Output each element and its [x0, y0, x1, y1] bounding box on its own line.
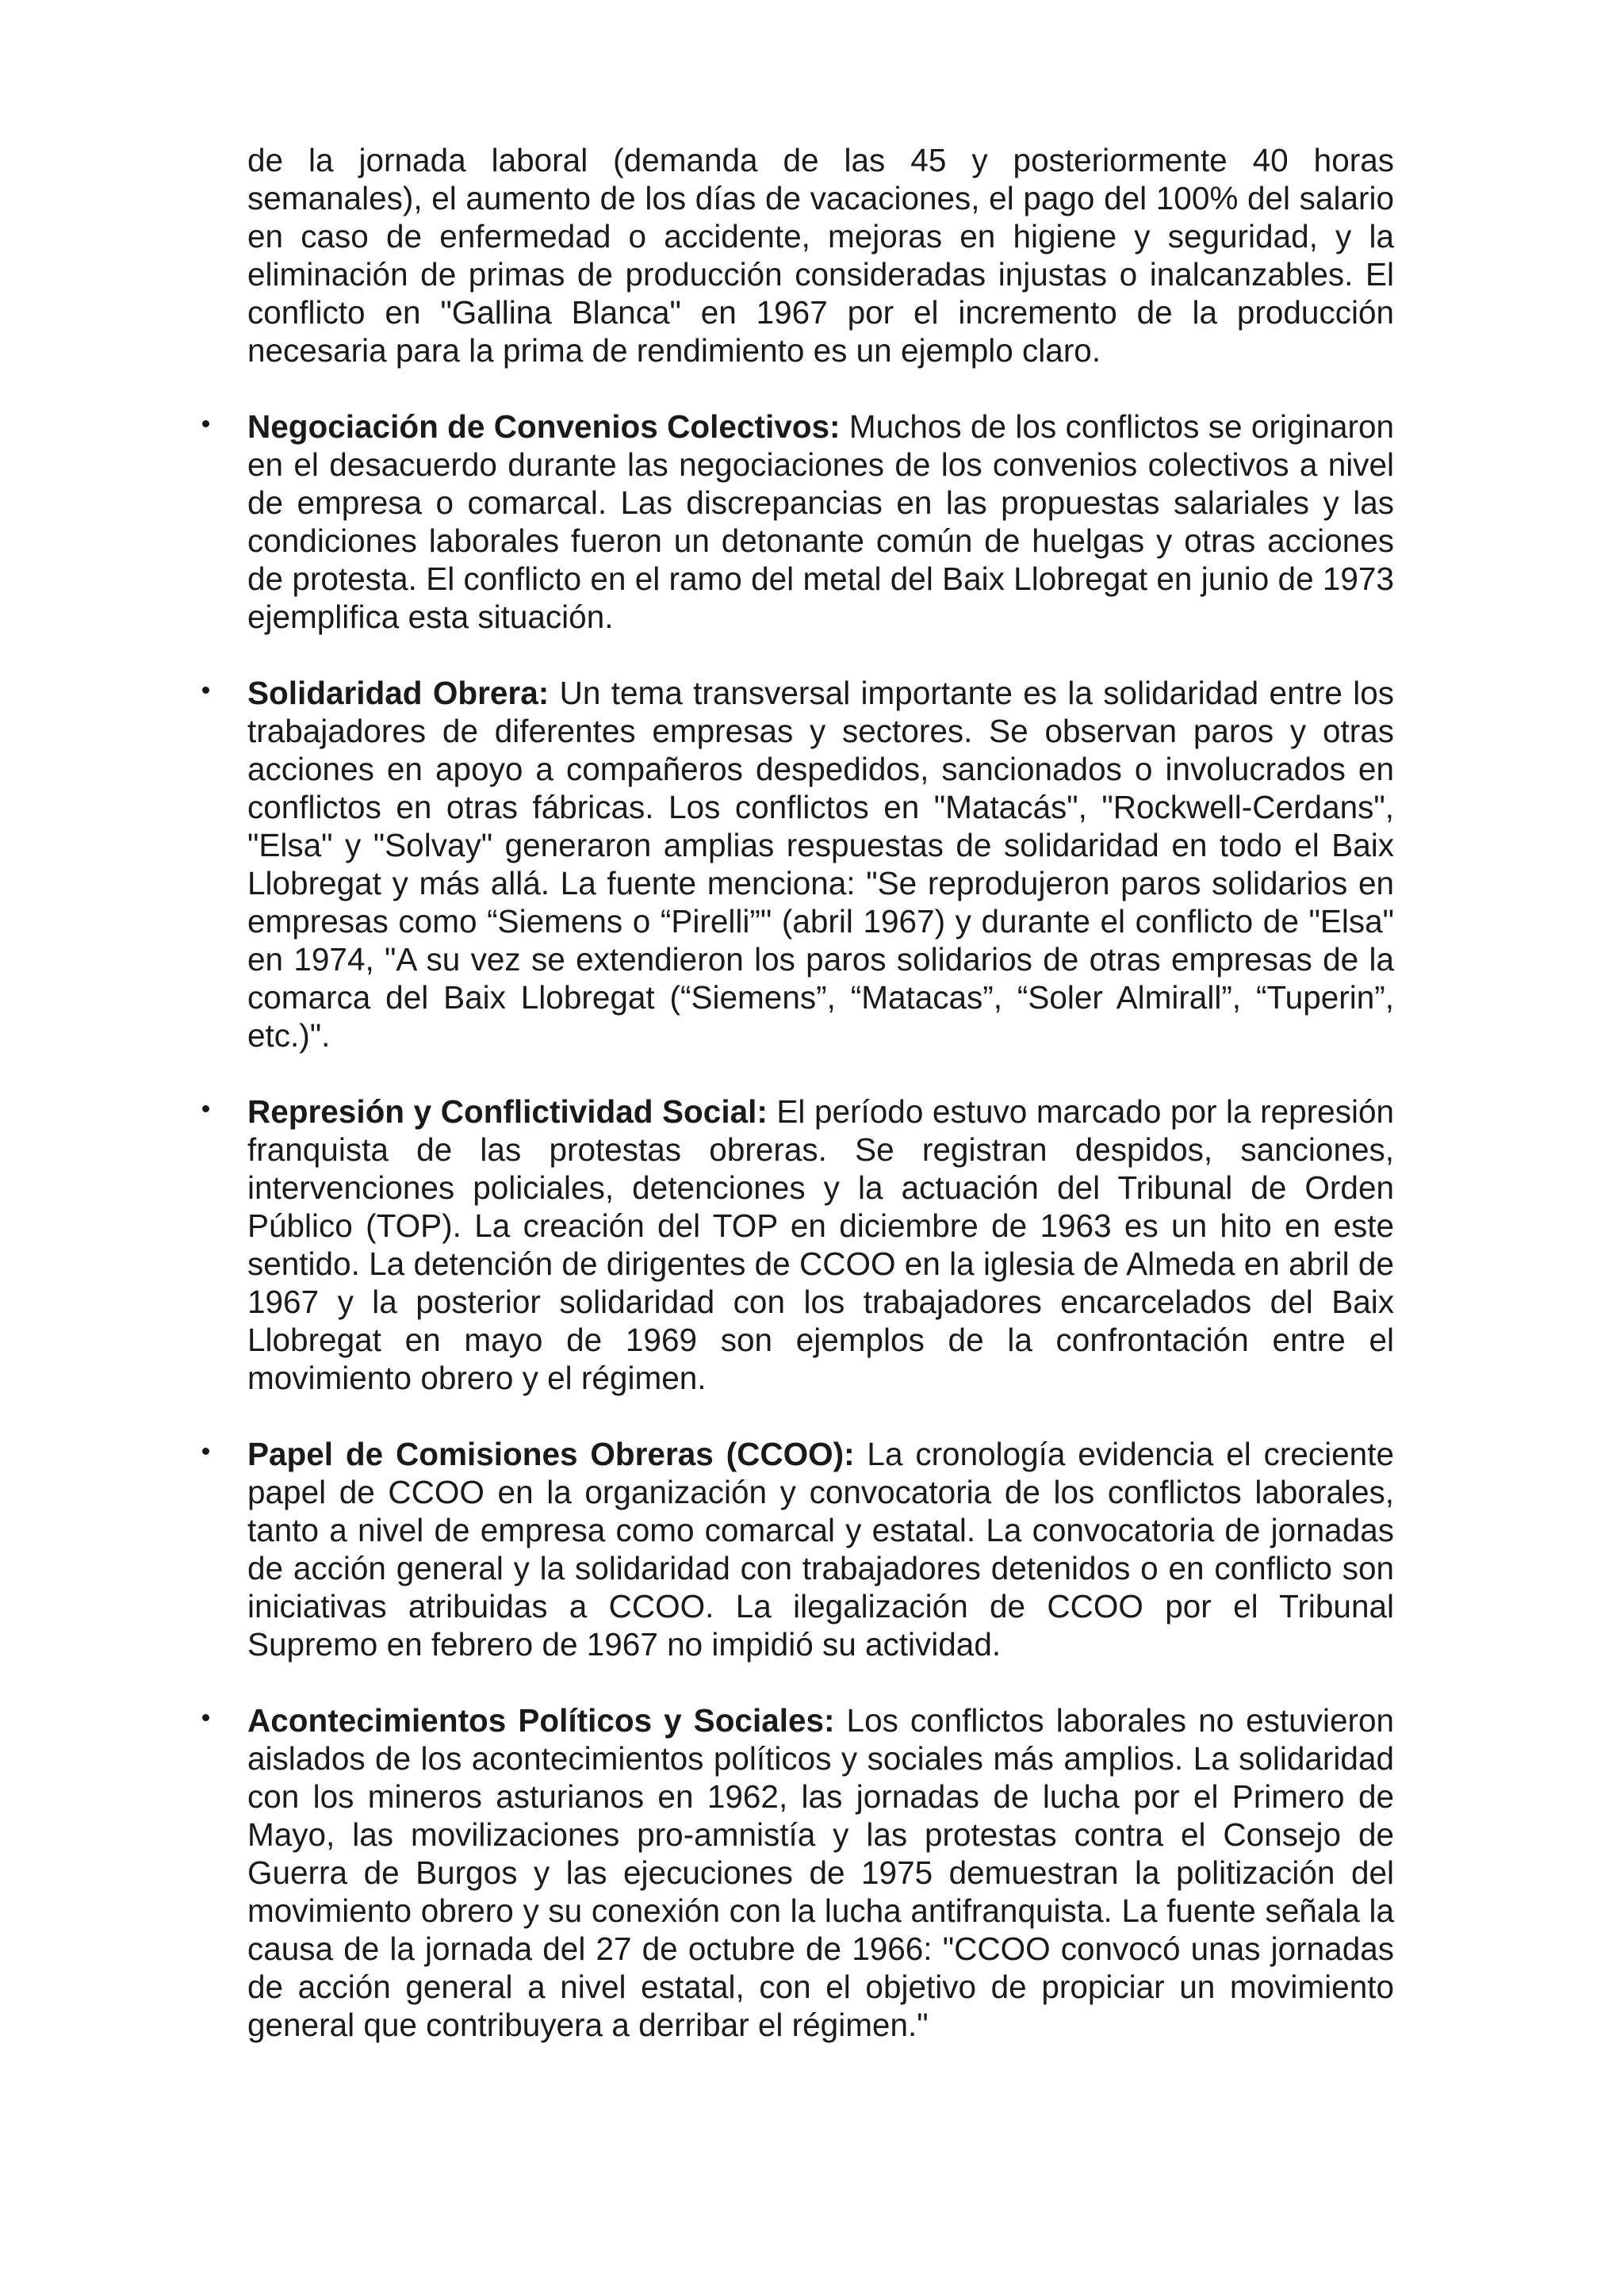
list-item-title: Solidaridad Obrera: — [247, 675, 550, 711]
list-item — [247, 1435, 1394, 1663]
bullet-icon — [202, 1448, 209, 1455]
list-item — [247, 408, 1394, 636]
list-item-text — [247, 408, 1394, 636]
bullet-icon — [202, 1105, 209, 1112]
list-item — [247, 1093, 1394, 1397]
list-item-body: Muchos de los conflictos se originaron en el desacuerdo durante las negociaciones de los convenios colectivos a nivel de empresa o comarcal. Las discrepancias en las propuestas salariales y las condiciones laborales fueron un detonante común de huelgas y otras acciones de protesta. El conflicto en el ramo del metal del Baix Llobregat en junio de 1973 ejemplifica esta situación. — [247, 408, 1394, 635]
list-item — [247, 1701, 1394, 2044]
intro-paragraph: de la jornada laboral (demanda de las 45 y posteriormente 40 horas semanales), el aumento de los días de vacaciones, el pago del 100% del salario en caso de enfermedad o accidente, mejoras en higiene y seguridad, y la eliminación de primas de producción consideradas injustas o inalcanzables. El conflicto en "Gallina Blanca" en 1967 por el incremento de la producción necesaria para la prima de rendimiento es un ejemplo claro. — [247, 142, 1394, 369]
document-body — [247, 141, 1394, 2044]
list-item-title: Acontecimientos Políticos y Sociales: — [247, 1702, 835, 1739]
list-item-body: El período estuvo marcado por la represión franquista de las protestas obreras. Se registran despidos, sanciones, intervenciones policiales, detenciones y la actuación del Tribunal de Orden Público (TOP). La creación del TOP en diciembre de 1963 es un hito en este sentido. La detención de dirigentes de CCOO en la iglesia de Almeda en abril de 1967 y la posterior solidaridad con los trabajadores encarcelados del Baix Llobregat en mayo de 1969 son ejemplos de la confrontación entre el movimiento obrero y el régimen. — [247, 1093, 1394, 1396]
list-item — [247, 674, 1394, 1054]
bullet-icon — [202, 420, 209, 427]
list-item-title: Represión y Conflictividad Social: — [247, 1093, 768, 1130]
bullet-icon — [202, 1714, 209, 1721]
list-item-text — [247, 1435, 1394, 1663]
list-item-title: Negociación de Convenios Colectivos: — [247, 408, 841, 445]
list-item-body: Los conflictos laborales no estuvieron aislados de los acontecimientos políticos y sociales más amplios. La solidaridad con los mineros asturianos en 1962, las jornadas de lucha por el Primero de Mayo, las movilizaciones pro-amnistía y las protestas contra el Consejo de Guerra de Burgos y las ejecuciones de 1975 demuestran la politización del movimiento obrero y su conexión con la lucha antifranquista. La fuente señala la causa de la jornada del 27 de octubre de 1966: "CCOO convocó unas jornadas de acción general a nivel estatal, con el objetivo de propiciar un movimiento general que contribuyera a derribar el régimen." — [247, 1702, 1394, 2043]
topic-list — [247, 408, 1394, 2044]
list-item-body: La cronología evidencia el creciente papel de CCOO en la organización y convocatoria de los conflictos laborales, tanto a nivel de empresa como comarcal y estatal. La convocatoria de jornadas de acción general y la solidaridad con trabajadores detenidos o en conflicto son iniciativas atribuidas a CCOO. La ilegalización de CCOO por el Tribunal Supremo en febrero de 1967 no impidió su actividad. — [247, 1436, 1394, 1663]
list-item-text — [247, 674, 1394, 1054]
list-item-body: Un tema transversal importante es la solidaridad entre los trabajadores de diferentes empresas y sectores. Se observan paros y otras acciones en apoyo a compañeros despedidos, sancionados o involucrados en conflictos en otras fábricas. Los conflictos en "Matacás", "Rockwell-Cerdans", "Elsa" y "Solvay" generaron amplias respuestas de solidaridad en todo el Baix Llobregat y más allá. La fuente menciona: "Se reprodujeron paros solidarios en empresas como “Siemens o “Pirelli”" (abril 1967) y durante el conflicto de "Elsa" en 1974, "A su vez se extendieron los paros solidarios de otras empresas de la comarca del Baix Llobregat (“Siemens”, “Matacas”, “Soler Almirall”, “Tuperin”, etc.)". — [247, 675, 1394, 1054]
bullet-icon — [202, 687, 209, 694]
list-item-title: Papel de Comisiones Obreras (CCOO): — [247, 1436, 855, 1472]
list-item-text — [247, 1701, 1394, 2044]
list-item-text — [247, 1093, 1394, 1397]
